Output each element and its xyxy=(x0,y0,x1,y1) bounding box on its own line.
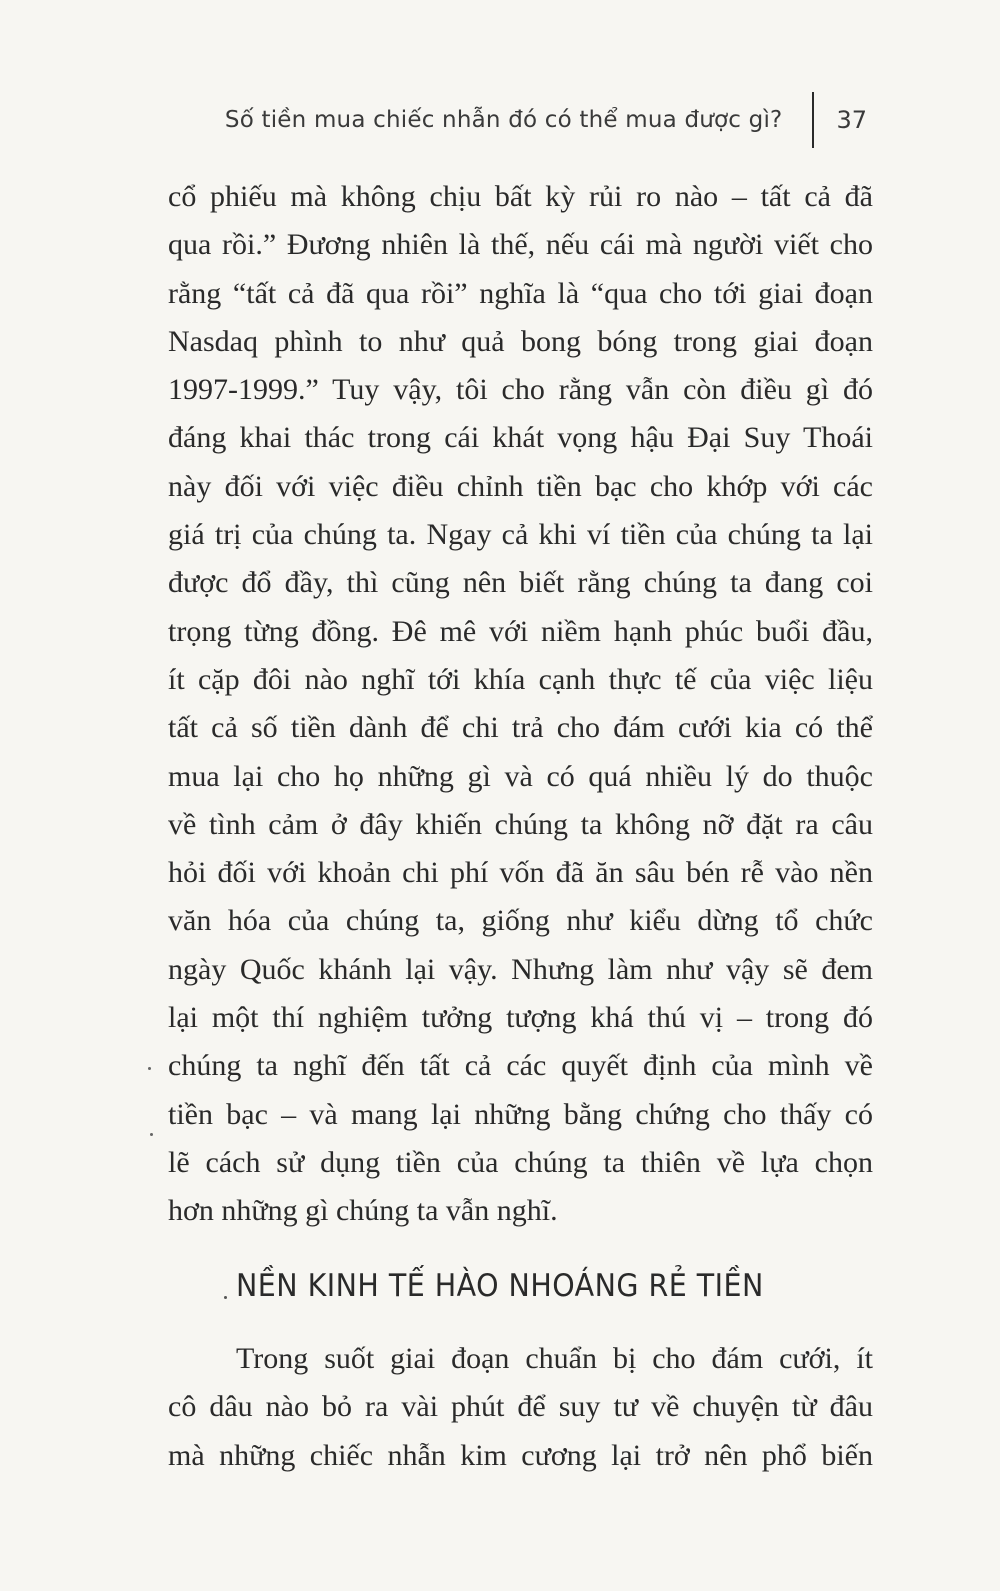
text-line: rằng “tất cả đã qua rồi” nghĩa là “qua cho tới giai đoạn xyxy=(168,276,873,310)
page-number: 37 xyxy=(836,106,867,134)
chapter-title: Số tiền mua chiếc nhẫn đó có thể mua được gì? xyxy=(224,107,783,133)
text-line: tiền bạc – và mang lại những bằng chứng cho thấy có xyxy=(168,1097,873,1131)
text-line: tất cả số tiền dành để chi trả cho đám cưới kia có thể xyxy=(168,711,873,745)
text-line: hỏi đối với khoản chi phí vốn đã ăn sâu bén rễ vào nền xyxy=(168,856,873,890)
text-line: ngày Quốc khánh lại vậy. Nhưng làm như vậy sẽ đem xyxy=(168,952,873,986)
scan-speck xyxy=(224,1296,227,1299)
text-line: này đối với việc điều chỉnh tiền bạc cho khớp với các xyxy=(168,469,873,503)
text-line: Trong suốt giai đoạn chuẩn bị cho đám cưới, ít xyxy=(236,1342,873,1375)
header-divider xyxy=(812,92,814,148)
text-line: được đổ đầy, thì cũng nên biết rằng chúng ta đang coi xyxy=(168,566,873,600)
section-heading: NỀN KINH TẾ HÀO NHOÁNG RẺ TIỀN xyxy=(236,1268,764,1304)
text-line: trọng từng đồng. Đê mê với niềm hạnh phúc buổi đầu, xyxy=(168,614,873,648)
text-line: lẽ cách sử dụng tiền của chúng ta thiên về lựa chọn xyxy=(168,1145,873,1179)
text-line: mua lại cho họ những gì và có quá nhiều lý do thuộc xyxy=(168,759,873,793)
body-paragraph xyxy=(168,173,873,1236)
text-line: lại một thí nghiệm tưởng tượng khá thú vị – trong đó xyxy=(168,1001,873,1035)
scan-speck xyxy=(150,1133,153,1136)
text-line: mà những chiếc nhẫn kim cương lại trở nên phổ biến xyxy=(168,1438,873,1472)
scan-speck xyxy=(148,1067,151,1070)
text-line: văn hóa của chúng ta, giống như kiểu dừng tổ chức xyxy=(168,904,873,938)
text-line: chúng ta nghĩ đến tất cả các quyết định của mình về xyxy=(168,1049,873,1083)
text-line: cổ phiếu mà không chịu bất kỳ rủi ro nào – tất cả đã xyxy=(168,180,873,213)
text-line: 1997-1999.” Tuy vậy, tôi cho rằng vẫn còn điều gì đó xyxy=(168,373,873,407)
text-line: hơn những gì chúng ta vẫn nghĩ. xyxy=(168,1194,558,1228)
text-line: Nasdaq phình to như quả bong bóng trong giai đoạn xyxy=(168,324,873,358)
body-paragraph-2 xyxy=(168,1335,873,1480)
running-header xyxy=(225,92,867,148)
text-line: về tình cảm ở đây khiến chúng ta không nỡ đặt ra câu xyxy=(168,807,873,841)
text-line: giá trị của chúng ta. Ngay cả khi ví tiền của chúng ta lại xyxy=(168,518,873,552)
text-line: đáng khai thác trong cái khát vọng hậu Đại Suy Thoái xyxy=(168,421,873,455)
text-line: qua rồi.” Đương nhiên là thế, nếu cái mà người viết cho xyxy=(168,228,873,262)
text-line: cô dâu nào bỏ ra vài phút để suy tư về chuyện từ đâu xyxy=(168,1390,873,1424)
text-line: ít cặp đôi nào nghĩ tới khía cạnh thực tế của việc liệu xyxy=(168,662,873,696)
